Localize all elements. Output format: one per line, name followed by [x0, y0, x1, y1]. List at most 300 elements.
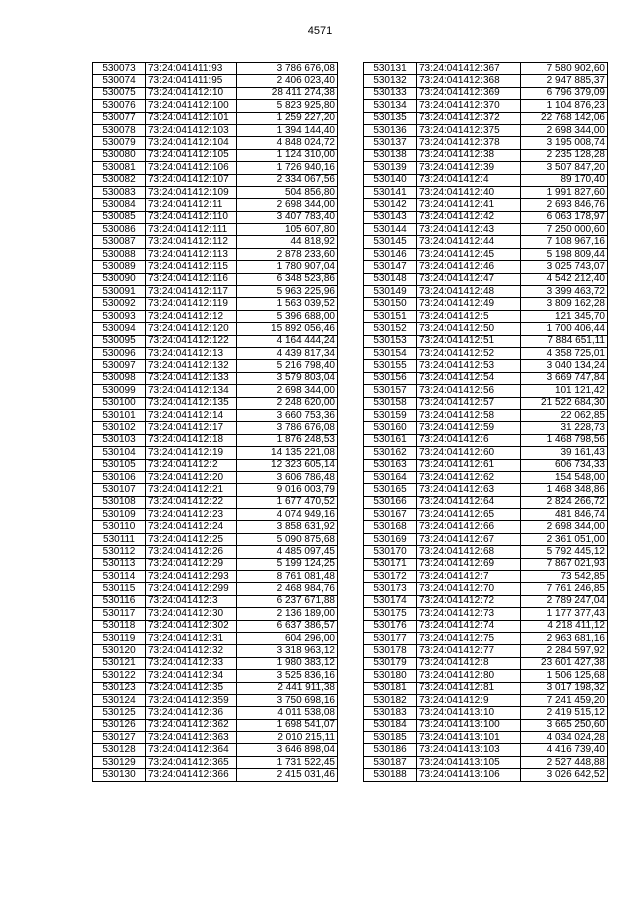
table-row	[364, 732, 608, 744]
row-number-cell: 530144	[364, 224, 417, 236]
value-cell: 3 399 463,72	[521, 286, 608, 298]
value-cell: 3 407 783,40	[237, 211, 338, 223]
value-cell: 21 522 684,30	[521, 397, 608, 409]
value-cell: 1 731 522,45	[237, 756, 338, 768]
table-row	[364, 385, 608, 397]
value-cell: 1 394 144,40	[237, 124, 338, 136]
cadastral-number-cell: 73:24:041412:75	[417, 632, 521, 644]
row-number-cell: 530131	[364, 63, 417, 75]
table-row	[364, 447, 608, 459]
cadastral-number-cell: 73:24:041412:41	[417, 199, 521, 211]
value-cell: 3 786 676,08	[237, 422, 338, 434]
cadastral-number-cell: 73:24:041412:116	[146, 273, 237, 285]
value-cell: 3 025 743,07	[521, 261, 608, 273]
cadastral-number-cell: 73:24:041412:73	[417, 608, 521, 620]
table-row	[93, 174, 338, 186]
value-cell: 3 786 676,08	[237, 63, 338, 75]
cadastral-number-cell: 73:24:041413:106	[417, 769, 521, 781]
row-number-cell: 530133	[364, 87, 417, 99]
cadastral-number-cell: 73:24:041412:302	[146, 620, 237, 632]
row-number-cell: 530118	[93, 620, 146, 632]
cadastral-number-cell: 73:24:041412:68	[417, 546, 521, 558]
cadastral-number-cell: 73:24:041412:299	[146, 583, 237, 595]
cadastral-number-cell: 73:24:041412:9	[417, 694, 521, 706]
value-cell: 22 768 142,06	[521, 112, 608, 124]
row-number-cell: 530174	[364, 595, 417, 607]
table-row	[364, 63, 608, 75]
table-row	[93, 298, 338, 310]
row-number-cell: 530156	[364, 372, 417, 384]
cadastral-number-cell: 73:24:041412:43	[417, 224, 521, 236]
table-row	[93, 533, 338, 545]
row-number-cell: 530186	[364, 744, 417, 756]
cadastral-number-cell: 73:24:041412:363	[146, 732, 237, 744]
table-row	[364, 744, 608, 756]
row-number-cell: 530125	[93, 707, 146, 719]
value-cell: 5 823 925,80	[237, 100, 338, 112]
cadastral-number-cell: 73:24:041412:8	[417, 657, 521, 669]
row-number-cell: 530106	[93, 471, 146, 483]
value-cell: 22 062,85	[521, 409, 608, 421]
row-number-cell: 530130	[93, 769, 146, 781]
row-number-cell: 530172	[364, 571, 417, 583]
value-cell: 5 963 225,96	[237, 286, 338, 298]
cadastral-number-cell: 73:24:041412:7	[417, 571, 521, 583]
table-row	[93, 186, 338, 198]
value-cell: 4 542 212,40	[521, 273, 608, 285]
value-cell: 7 884 651,11	[521, 335, 608, 347]
row-number-cell: 530146	[364, 248, 417, 260]
cadastral-number-cell: 73:24:041412:63	[417, 484, 521, 496]
row-number-cell: 530182	[364, 694, 417, 706]
table-row	[93, 211, 338, 223]
table-row	[364, 186, 608, 198]
row-number-cell: 530134	[364, 100, 417, 112]
value-cell: 1 104 876,23	[521, 100, 608, 112]
table-row	[93, 670, 338, 682]
cadastral-number-cell: 73:24:041412:48	[417, 286, 521, 298]
row-number-cell: 530100	[93, 397, 146, 409]
cadastral-number-cell: 73:24:041412:5	[417, 310, 521, 322]
row-number-cell: 530188	[364, 769, 417, 781]
row-number-cell: 530088	[93, 248, 146, 260]
value-cell: 1 726 940,16	[237, 162, 338, 174]
table-row	[364, 124, 608, 136]
row-number-cell: 530082	[93, 174, 146, 186]
value-cell: 6 237 671,88	[237, 595, 338, 607]
row-number-cell: 530095	[93, 335, 146, 347]
row-number-cell: 530085	[93, 211, 146, 223]
table-row	[93, 224, 338, 236]
value-cell: 3 858 631,92	[237, 521, 338, 533]
table-row	[364, 434, 608, 446]
row-number-cell: 530129	[93, 756, 146, 768]
table-row	[364, 397, 608, 409]
row-number-cell: 530092	[93, 298, 146, 310]
cadastral-number-cell: 73:24:041412:14	[146, 409, 237, 421]
table-row	[93, 620, 338, 632]
row-number-cell: 530153	[364, 335, 417, 347]
cadastral-number-cell: 73:24:041412:72	[417, 595, 521, 607]
row-number-cell: 530078	[93, 124, 146, 136]
cadastral-number-cell: 73:24:041412:21	[146, 484, 237, 496]
cadastral-number-cell: 73:24:041412:101	[146, 112, 237, 124]
cadastral-number-cell: 73:24:041412:31	[146, 632, 237, 644]
value-cell: 1 677 470,52	[237, 496, 338, 508]
row-number-cell: 530179	[364, 657, 417, 669]
cadastral-number-cell: 73:24:041412:135	[146, 397, 237, 409]
value-cell: 3 017 198,32	[521, 682, 608, 694]
table-row	[364, 422, 608, 434]
table-row	[364, 769, 608, 781]
table-row	[93, 112, 338, 124]
table-row	[93, 682, 338, 694]
value-cell: 4 848 024,72	[237, 137, 338, 149]
value-cell: 2 248 620,00	[237, 397, 338, 409]
row-number-cell: 530075	[93, 87, 146, 99]
cadastral-number-cell: 73:24:041412:64	[417, 496, 521, 508]
cadastral-number-cell: 73:24:041412:115	[146, 261, 237, 273]
row-number-cell: 530098	[93, 372, 146, 384]
row-number-cell: 530140	[364, 174, 417, 186]
cadastral-number-cell: 73:24:041412:120	[146, 323, 237, 335]
table-row	[93, 558, 338, 570]
cadastral-number-cell: 73:24:041412:80	[417, 670, 521, 682]
value-cell: 5 198 809,44	[521, 248, 608, 260]
value-cell: 5 216 798,40	[237, 360, 338, 372]
value-cell: 3 195 008,74	[521, 137, 608, 149]
cadastral-number-cell: 73:24:041412:29	[146, 558, 237, 570]
row-number-cell: 530102	[93, 422, 146, 434]
value-cell: 481 846,74	[521, 509, 608, 521]
cadastral-number-cell: 73:24:041412:45	[417, 248, 521, 260]
cadastral-number-cell: 73:24:041412:134	[146, 385, 237, 397]
row-number-cell: 530094	[93, 323, 146, 335]
cadastral-number-cell: 73:24:041412:25	[146, 533, 237, 545]
value-cell: 1 991 827,60	[521, 186, 608, 198]
value-cell: 3 665 250,60	[521, 719, 608, 731]
cadastral-number-cell: 73:24:041412:132	[146, 360, 237, 372]
row-number-cell: 530124	[93, 694, 146, 706]
cadastral-number-cell: 73:24:041412:38	[417, 149, 521, 161]
table-row	[93, 372, 338, 384]
cadastral-number-cell: 73:24:041412:10	[146, 87, 237, 99]
table-row	[93, 546, 338, 558]
row-number-cell: 530093	[93, 310, 146, 322]
value-cell: 3 318 963,12	[237, 645, 338, 657]
table-row	[93, 484, 338, 496]
value-cell: 1 698 541,07	[237, 719, 338, 731]
value-cell: 3 809 162,28	[521, 298, 608, 310]
value-cell: 6 063 178,97	[521, 211, 608, 223]
cadastral-number-cell: 73:24:041411:95	[146, 75, 237, 87]
row-number-cell: 530175	[364, 608, 417, 620]
cadastral-number-cell: 73:24:041412:49	[417, 298, 521, 310]
value-cell: 44 818,92	[237, 236, 338, 248]
cadastral-number-cell: 73:24:041412:30	[146, 608, 237, 620]
row-number-cell: 530178	[364, 645, 417, 657]
cadastral-number-cell: 73:24:041412:34	[146, 670, 237, 682]
value-cell: 2 527 448,88	[521, 756, 608, 768]
row-number-cell: 530108	[93, 496, 146, 508]
table-row	[93, 149, 338, 161]
cadastral-number-cell: 73:24:041412:100	[146, 100, 237, 112]
row-number-cell: 530121	[93, 657, 146, 669]
cadastral-number-cell: 73:24:041412:51	[417, 335, 521, 347]
value-cell: 2 406 023,40	[237, 75, 338, 87]
cadastral-number-cell: 73:24:041412:13	[146, 347, 237, 359]
cadastral-number-cell: 73:24:041412:61	[417, 459, 521, 471]
table-row	[364, 261, 608, 273]
value-cell: 73 542,85	[521, 571, 608, 583]
table-row	[93, 521, 338, 533]
value-cell: 2 693 846,76	[521, 199, 608, 211]
row-number-cell: 530137	[364, 137, 417, 149]
row-number-cell: 530105	[93, 459, 146, 471]
cadastral-number-cell: 73:24:041412:113	[146, 248, 237, 260]
row-number-cell: 530171	[364, 558, 417, 570]
table-body-right	[364, 63, 608, 782]
value-cell: 7 241 459,20	[521, 694, 608, 706]
value-cell: 2 419 515,12	[521, 707, 608, 719]
value-cell: 3 606 786,48	[237, 471, 338, 483]
row-number-cell: 530084	[93, 199, 146, 211]
table-row	[364, 583, 608, 595]
cadastral-number-cell: 73:24:041412:111	[146, 224, 237, 236]
table-row	[93, 595, 338, 607]
value-cell: 1 700 406,44	[521, 323, 608, 335]
table-row	[364, 509, 608, 521]
table-row	[93, 769, 338, 781]
cadastral-number-cell: 73:24:041412:66	[417, 521, 521, 533]
row-number-cell: 530096	[93, 347, 146, 359]
row-number-cell: 530138	[364, 149, 417, 161]
table-row	[93, 87, 338, 99]
table-row	[364, 719, 608, 731]
row-number-cell: 530154	[364, 347, 417, 359]
table-row	[364, 87, 608, 99]
cadastral-number-cell: 73:24:041412:4	[417, 174, 521, 186]
row-number-cell: 530097	[93, 360, 146, 372]
value-cell: 1 177 377,43	[521, 608, 608, 620]
cadastral-number-cell: 73:24:041412:372	[417, 112, 521, 124]
cadastral-number-cell: 73:24:041412:359	[146, 694, 237, 706]
cadastral-number-cell: 73:24:041412:107	[146, 174, 237, 186]
value-cell: 7 761 246,85	[521, 583, 608, 595]
cadastral-number-cell: 73:24:041412:40	[417, 186, 521, 198]
table-row	[364, 620, 608, 632]
value-cell: 4 485 097,45	[237, 546, 338, 558]
value-cell: 1 563 039,52	[237, 298, 338, 310]
value-cell: 1 259 227,20	[237, 112, 338, 124]
table-row	[364, 546, 608, 558]
table-body-left	[93, 63, 338, 782]
table-row	[93, 496, 338, 508]
table-row	[364, 112, 608, 124]
table-row	[364, 533, 608, 545]
value-cell: 4 074 949,16	[237, 509, 338, 521]
cadastral-number-cell: 73:24:041412:36	[146, 707, 237, 719]
row-number-cell: 530135	[364, 112, 417, 124]
table-row	[93, 645, 338, 657]
row-number-cell: 530086	[93, 224, 146, 236]
row-number-cell: 530157	[364, 385, 417, 397]
value-cell: 1 876 248,53	[237, 434, 338, 446]
table-row	[364, 162, 608, 174]
table-row	[364, 657, 608, 669]
table-row	[93, 273, 338, 285]
cadastral-number-cell: 73:24:041412:52	[417, 347, 521, 359]
table-row	[364, 347, 608, 359]
row-number-cell: 530074	[93, 75, 146, 87]
cadastral-number-cell: 73:24:041412:6	[417, 434, 521, 446]
value-cell: 28 411 274,38	[237, 87, 338, 99]
cadastral-number-cell: 73:24:041412:65	[417, 509, 521, 521]
table-row	[93, 583, 338, 595]
value-cell: 4 439 817,34	[237, 347, 338, 359]
row-number-cell: 530136	[364, 124, 417, 136]
table-row	[364, 645, 608, 657]
table-row	[93, 471, 338, 483]
cadastral-number-cell: 73:24:041412:365	[146, 756, 237, 768]
cadastral-number-cell: 73:24:041412:42	[417, 211, 521, 223]
table-row	[364, 199, 608, 211]
row-number-cell: 530170	[364, 546, 417, 558]
value-cell: 3 040 134,24	[521, 360, 608, 372]
row-number-cell: 530119	[93, 632, 146, 644]
table-row	[364, 571, 608, 583]
value-cell: 2 010 215,11	[237, 732, 338, 744]
cadastral-number-cell: 73:24:041412:57	[417, 397, 521, 409]
value-cell: 7 108 967,16	[521, 236, 608, 248]
value-cell: 7 250 000,60	[521, 224, 608, 236]
cadastral-number-cell: 73:24:041411:93	[146, 63, 237, 75]
value-cell: 15 892 056,46	[237, 323, 338, 335]
row-number-cell: 530164	[364, 471, 417, 483]
table-row	[93, 100, 338, 112]
cadastral-number-cell: 73:24:041412:105	[146, 149, 237, 161]
cadastral-number-cell: 73:24:041412:53	[417, 360, 521, 372]
cadastral-number-cell: 73:24:041412:362	[146, 719, 237, 731]
cadastral-number-cell: 73:24:041412:11	[146, 199, 237, 211]
table-row	[364, 248, 608, 260]
value-cell: 39 161,43	[521, 447, 608, 459]
row-number-cell: 530103	[93, 434, 146, 446]
row-number-cell: 530143	[364, 211, 417, 223]
table-row	[364, 335, 608, 347]
value-cell: 4 218 411,12	[521, 620, 608, 632]
value-cell: 7 867 021,93	[521, 558, 608, 570]
table-row	[93, 509, 338, 521]
table-row	[93, 434, 338, 446]
table-row	[93, 75, 338, 87]
table-row	[93, 447, 338, 459]
cadastral-number-cell: 73:24:041412:19	[146, 447, 237, 459]
row-number-cell: 530176	[364, 620, 417, 632]
table-row	[93, 409, 338, 421]
cadastral-number-cell: 73:24:041412:58	[417, 409, 521, 421]
row-number-cell: 530165	[364, 484, 417, 496]
table-row	[93, 385, 338, 397]
table-row	[93, 286, 338, 298]
value-cell: 2 878 233,60	[237, 248, 338, 260]
row-number-cell: 530147	[364, 261, 417, 273]
value-cell: 7 580 902,60	[521, 63, 608, 75]
value-cell: 604 296,00	[237, 632, 338, 644]
row-number-cell: 530181	[364, 682, 417, 694]
row-number-cell: 530127	[93, 732, 146, 744]
table-row	[364, 137, 608, 149]
table-row	[93, 732, 338, 744]
value-cell: 3 750 698,16	[237, 694, 338, 706]
cadastral-number-cell: 73:24:041412:50	[417, 323, 521, 335]
row-number-cell: 530110	[93, 521, 146, 533]
table-row	[93, 719, 338, 731]
table-row	[364, 471, 608, 483]
value-cell: 105 607,80	[237, 224, 338, 236]
table-row	[364, 707, 608, 719]
row-number-cell: 530166	[364, 496, 417, 508]
row-number-cell: 530079	[93, 137, 146, 149]
row-number-cell: 530101	[93, 409, 146, 421]
value-cell: 23 601 427,38	[521, 657, 608, 669]
value-cell: 12 323 605,14	[237, 459, 338, 471]
cadastral-number-cell: 73:24:041412:70	[417, 583, 521, 595]
value-cell: 4 164 444,24	[237, 335, 338, 347]
row-number-cell: 530107	[93, 484, 146, 496]
cadastral-number-cell: 73:24:041412:23	[146, 509, 237, 521]
row-number-cell: 530173	[364, 583, 417, 595]
row-number-cell: 530080	[93, 149, 146, 161]
table-row	[364, 608, 608, 620]
row-number-cell: 530142	[364, 199, 417, 211]
table-row	[93, 632, 338, 644]
cadastral-number-cell: 73:24:041412:39	[417, 162, 521, 174]
table-row	[93, 744, 338, 756]
value-cell: 1 124 310,00	[237, 149, 338, 161]
value-cell: 2 698 344,00	[237, 199, 338, 211]
table-row	[364, 236, 608, 248]
cadastral-number-cell: 73:24:041412:367	[417, 63, 521, 75]
cadastral-number-cell: 73:24:041412:74	[417, 620, 521, 632]
cadastral-number-cell: 73:24:041413:101	[417, 732, 521, 744]
cadastral-number-cell: 73:24:041412:378	[417, 137, 521, 149]
table-row	[93, 261, 338, 273]
value-cell: 3 579 803,04	[237, 372, 338, 384]
cadastral-number-cell: 73:24:041412:77	[417, 645, 521, 657]
value-cell: 31 228,73	[521, 422, 608, 434]
cadastral-number-cell: 73:24:041412:366	[146, 769, 237, 781]
table-row	[93, 707, 338, 719]
cadastral-number-cell: 73:24:041412:375	[417, 124, 521, 136]
table-row	[93, 657, 338, 669]
value-cell: 2 963 681,16	[521, 632, 608, 644]
row-number-cell: 530161	[364, 434, 417, 446]
cadastral-number-cell: 73:24:041412:122	[146, 335, 237, 347]
cadastral-number-cell: 73:24:041413:105	[417, 756, 521, 768]
value-cell: 504 856,80	[237, 186, 338, 198]
row-number-cell: 530104	[93, 447, 146, 459]
row-number-cell: 530113	[93, 558, 146, 570]
cadastral-number-cell: 73:24:041412:26	[146, 546, 237, 558]
row-number-cell: 530162	[364, 447, 417, 459]
cadastral-number-cell: 73:24:041412:368	[417, 75, 521, 87]
table-row	[93, 459, 338, 471]
cadastral-number-cell: 73:24:041412:46	[417, 261, 521, 273]
table-row	[364, 100, 608, 112]
value-cell: 3 669 747,84	[521, 372, 608, 384]
row-number-cell: 530122	[93, 670, 146, 682]
